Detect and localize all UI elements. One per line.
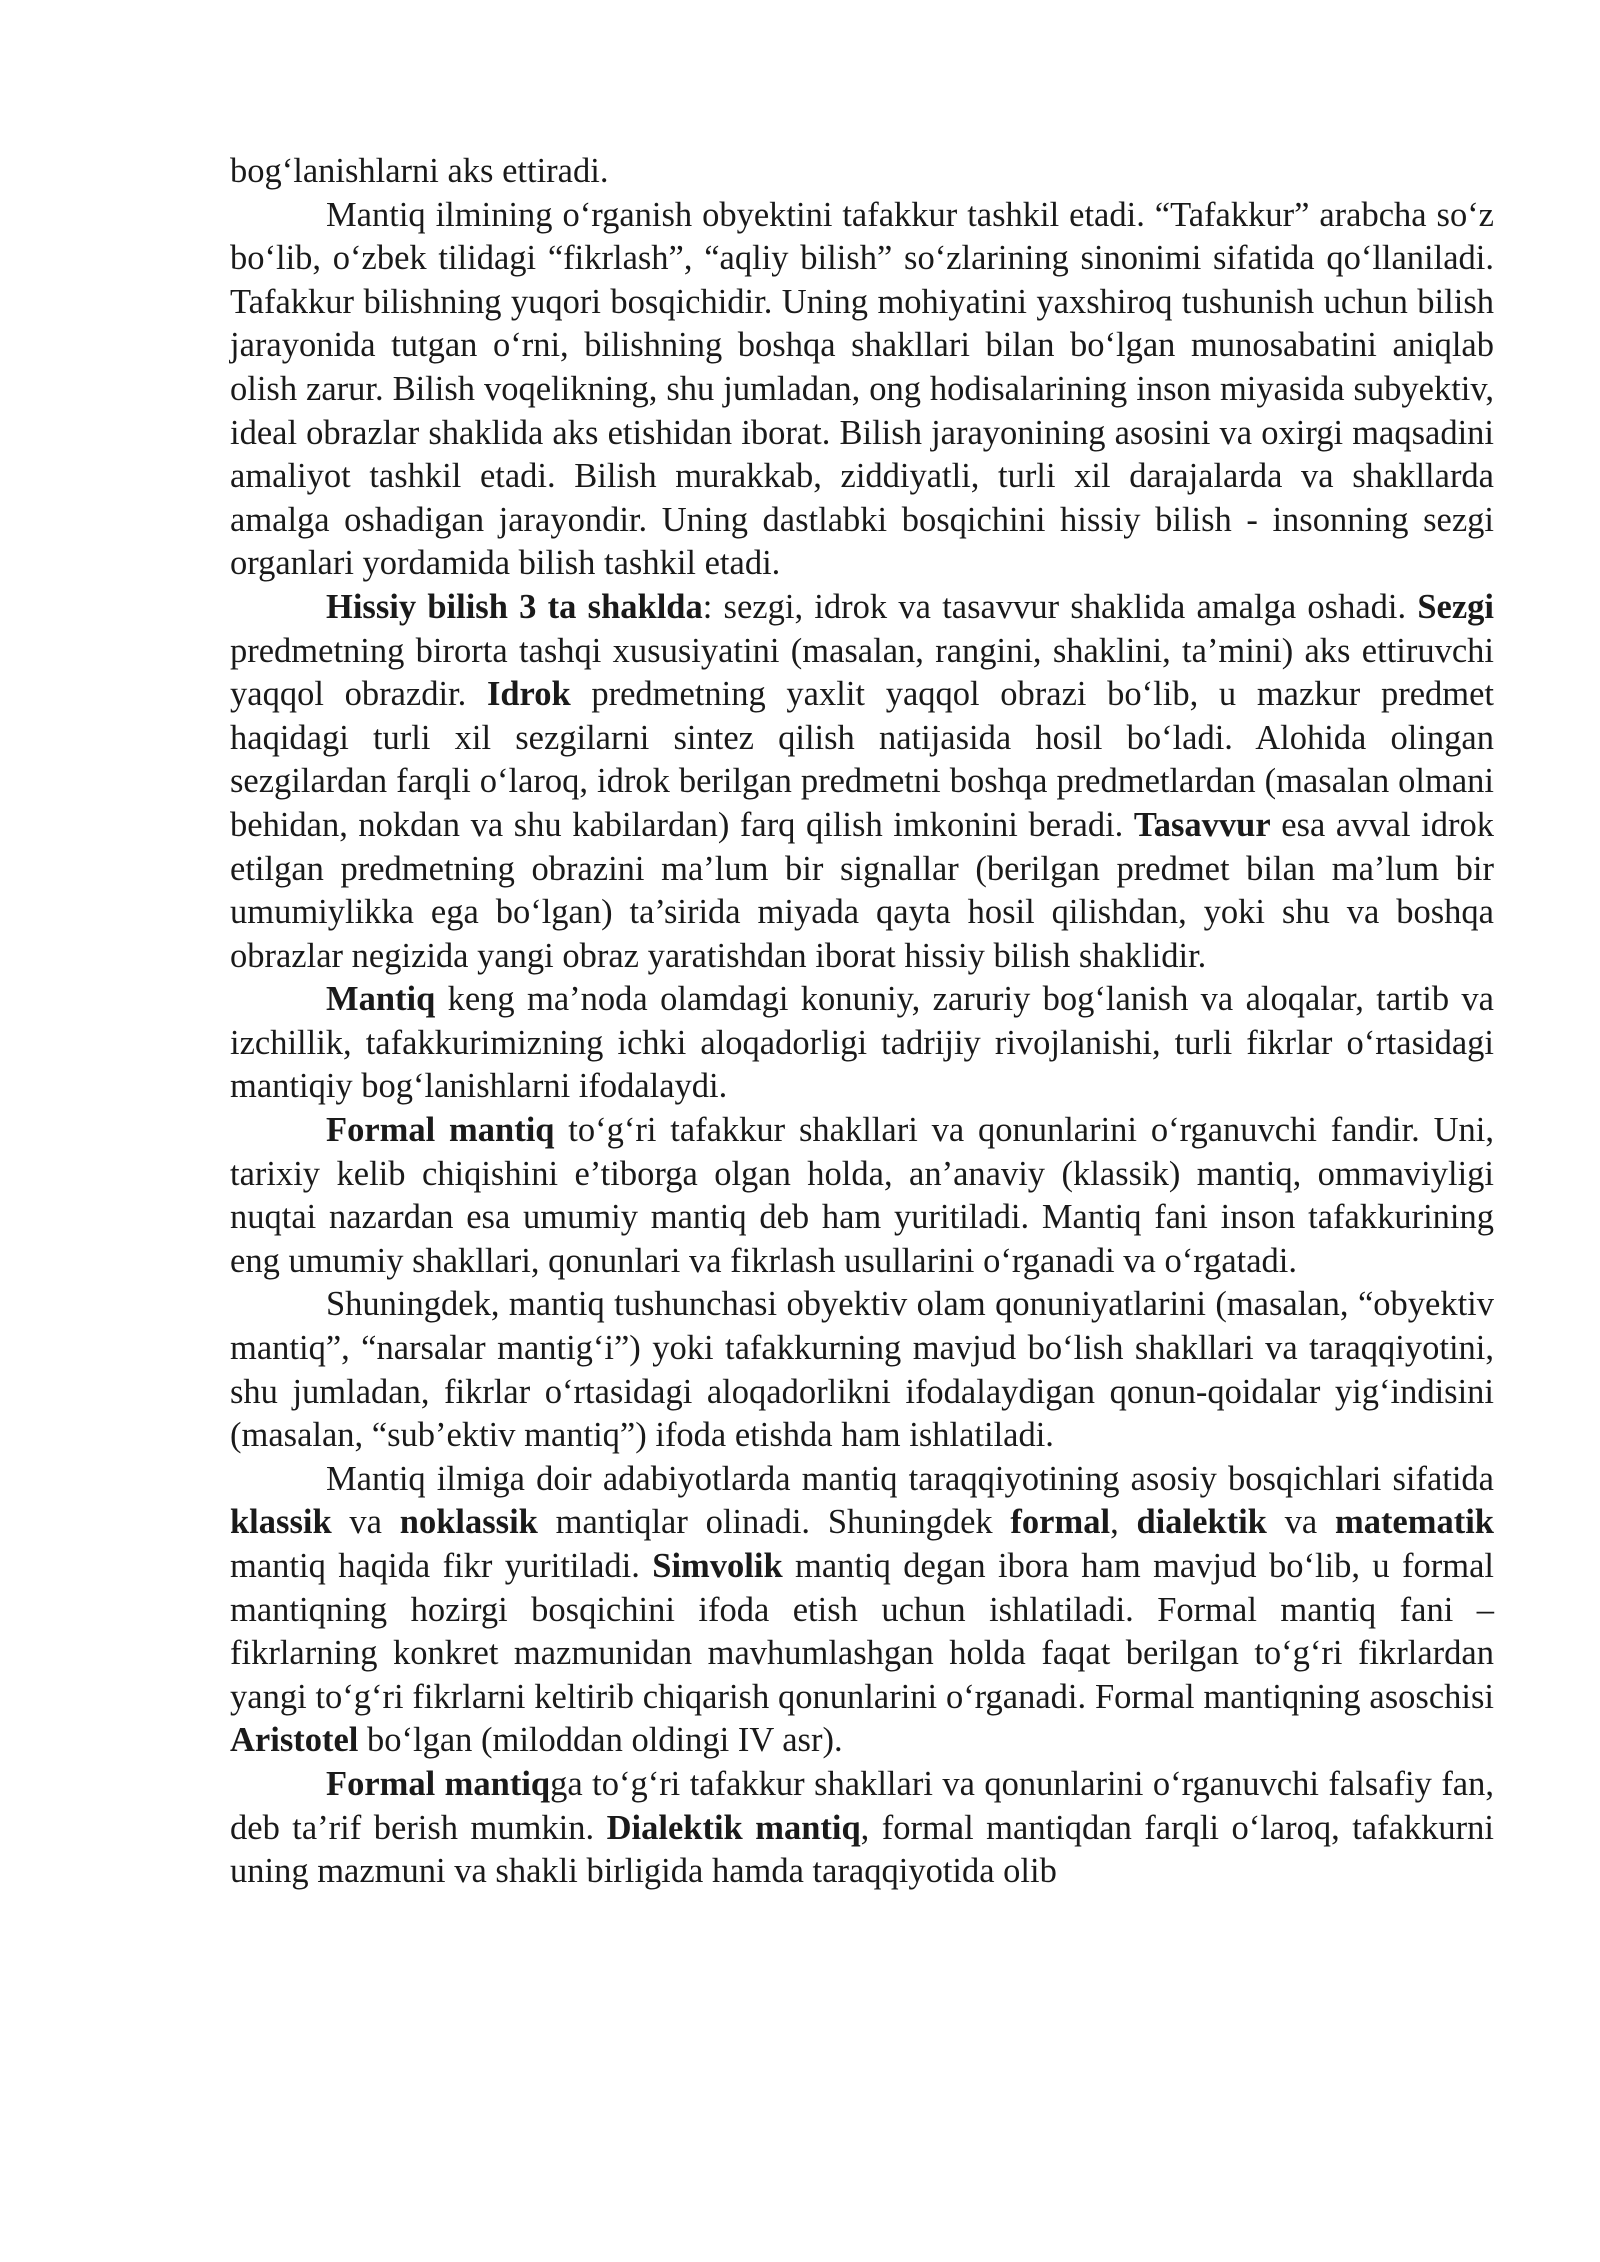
bold-term: Mantiq xyxy=(326,980,436,1019)
bold-term: noklassik xyxy=(399,1503,538,1542)
text-run: ga to‘g‘ri tafakkur shakllari va qonunlarini o‘rganuvchi falsafiy fan, deb ta’rif berish mumkin. xyxy=(230,1764,1494,1847)
paragraph xyxy=(230,586,1494,978)
bold-term: Sezgi xyxy=(1417,587,1494,626)
bold-term: Aristotel xyxy=(230,1721,359,1760)
bold-term: klassik xyxy=(230,1503,332,1542)
text-run: va xyxy=(1266,1503,1335,1542)
bold-term: formal xyxy=(1010,1503,1111,1542)
bold-term: matematik xyxy=(1334,1503,1494,1542)
text-run: mantiq degan ibora ham mavjud bo‘lib, u formal mantiqning hozirgi bosqichini ifoda etish uchun ishlatiladi. Formal mantiq fani – fikrlarning konkret mazmunidan mavhumlashgan holda faqat berilgan to‘g‘ri fikrlardan yangi to‘g‘ri fikrlarni keltirib chiqarish qonunlarini o‘rganadi. Formal mantiqning asoschisi xyxy=(230,1547,1494,1716)
paragraph xyxy=(230,1283,1494,1457)
text-run: to‘g‘ri tafakkur shakllari va qonunlarini o‘rganuvchi fandir. Uni, tarixiy kelib chiqishini e’tiborga olgan holda, an’anaviy (klassik) mantiq, ommaviyligi nuqtai nazardan esa umumiy mantiq deb ham yuritiladi. Mantiq fani inson tafakkurining eng umumiy shakllari, qonunlari va fikrlash usullarini o‘rganadi va o‘rgatadi. xyxy=(230,1111,1494,1280)
bold-term: Simvolik xyxy=(652,1547,783,1585)
bold-term: Hissiy bilish 3 ta shaklda xyxy=(326,587,703,626)
text-run: keng ma’noda olamdagi konuniy, zaruriy bog‘lanish va aloqalar, tartib va izchillik, tafakkurimizning ichki aloqadorligi tadrijiy rivojlanishi, turli fikrlar o‘rtasidagi mantiqiy bog‘lanishlarni ifodalaydi. xyxy=(230,980,1494,1106)
bold-term: Tasavvur xyxy=(1133,805,1271,844)
bold-term: Formal mantiq xyxy=(326,1111,555,1150)
text-run: mantiq haqida fikr yuritiladi. xyxy=(230,1547,653,1585)
paragraph xyxy=(230,150,1494,194)
paragraph xyxy=(230,978,1494,1109)
text-run: bog‘lanishlarni aks ettiradi. xyxy=(230,152,609,190)
paragraph xyxy=(230,1763,1494,1894)
paragraph xyxy=(230,1109,1494,1283)
text-run: , formal mantiqdan farqli o‘laroq, tafakkurni uning mazmuni va shakli birligida hamda taraqqiyotida olib xyxy=(230,1808,1494,1891)
text-run: va xyxy=(331,1503,400,1542)
text-run: bo‘lgan (miloddan oldingi IV asr). xyxy=(358,1721,843,1760)
bold-term: Dialektik mantiq xyxy=(606,1808,861,1847)
text-run: predmetning yaxlit yaqqol obrazi bo‘lib, u mazkur predmet haqidagi turli xil sezgilarni sintez qilish natijasida hosil bo‘ladi. Alohida olingan sezgilardan farqli o‘laroq, idrok berilgan predmetni boshqa predmetlardan (masalan olmani behidan, nokdan va shu kabilardan) farq qilish imkonini beradi. xyxy=(230,675,1494,844)
paragraph xyxy=(230,1458,1494,1763)
text-run: : sezgi, idrok va tasavvur shaklida amalga oshadi. xyxy=(702,587,1418,626)
text-run: Shuningdek, mantiq tushunchasi obyektiv olam qonuniyatlarini (masalan, “obyektiv mantiq”, “narsalar mantig‘i”) yoki tafakkurning mavjud bo‘lish shakllari va taraqqiyotini, shu jumladan, fikrlar o‘rtasidagi aloqadorlikni ifodalaydigan qonun-qoidalar yig‘indisini (masalan, “sub’ektiv mantiq”) ifoda etishda ham ishlatiladi. xyxy=(230,1285,1494,1455)
bold-term: Idrok xyxy=(486,675,571,714)
text-run: , xyxy=(1110,1503,1137,1542)
text-run: Mantiq ilmining o‘rganish obyektini tafakkur tashkil etadi. “Tafakkur” arabcha so‘z bo‘lib, o‘zbek tilidagi “fikrlash”, “aqliy bilish” so‘zlarining sinonimi sifatida qo‘llaniladi. Tafakkur bilishning yuqori bosqichidir. Uning mohiyatini yaxshiroq tushunish uchun bilish jarayonida tutgan o‘rni, bilishning boshqa shakllari bilan bo‘lgan munosabatini aniqlab olish zarur. Bilish voqelikning, shu jumladan, ong hodisalarining inson miyasida subyektiv, ideal obrazlar shaklida aks etishidan iborat. Bilish jarayonining asosini va oxirgi maqsadini amaliyot tashkil etadi. Bilish murakkab, ziddiyatli, turli xil darajalarda va shakllarda amalga oshadigan jarayondir. Uning dastlabki bosqichini hissiy bilish - insonning sezgi organlari yordamida bilish tashkil etadi. xyxy=(230,195,1494,583)
text-run: mantiqlar olinadi. Shuningdek xyxy=(537,1503,1011,1542)
bold-term: dialektik xyxy=(1136,1503,1267,1542)
document-page xyxy=(230,150,1494,1894)
text-run: Mantiq ilmiga doir adabiyotlarda mantiq taraqqiyotining asosiy bosqichlari sifatida xyxy=(326,1459,1494,1498)
text-run: esa avval idrok etilgan predmetning obrazini ma’lum bir signallar (berilgan predmet bilan ma’lum bir umumiylikka ega bo‘lgan) ta’sirida miyada qayta hosil qilishdan, yoki shu va boshqa obrazlar negizida yangi obraz yaratishdan iborat hissiy bilish shaklidir. xyxy=(230,805,1494,975)
text-run: predmetning birorta tashqi xususiyatini (masalan, rangini, shaklini, ta’mini) aks ettiruvchi yaqqol obrazdir. xyxy=(230,631,1494,714)
paragraph xyxy=(230,194,1494,586)
bold-term: Formal mantiq xyxy=(326,1764,551,1803)
